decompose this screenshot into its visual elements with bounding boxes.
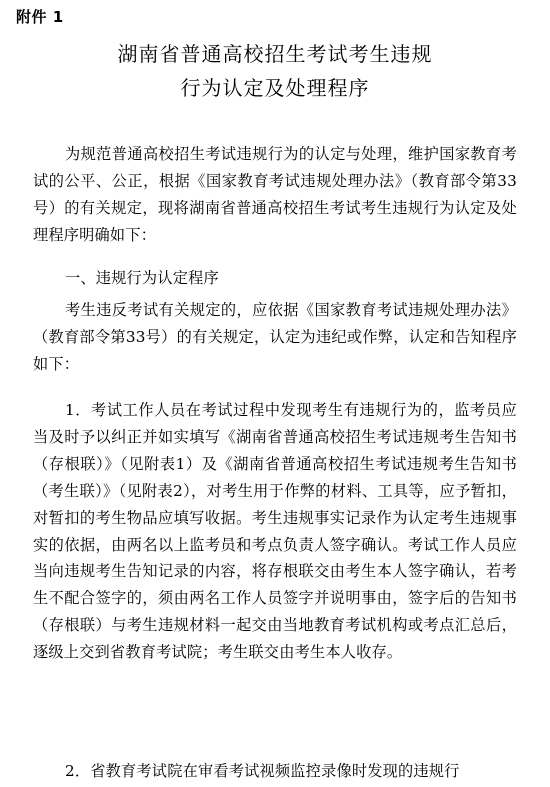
document-title-line-2: 行为认定及处理程序 [180,76,370,100]
item-2-paragraph: 2．省教育考试院在审看考试视频监控录像时发现的违规行 [65,762,460,780]
document-title-line-1: 湖南省普通高校招生考试考生违规 [117,42,433,66]
section-1-intro-paragraph: 考生违反考试有关规定的，应依据《国家教育考试违规处理办法》（教育部令第33号）的有关规定，认定为违纪或作弊，认定和告知程序如下： [33,301,517,373]
intro-paragraph: 为规范普通高校招生考试违规行为的认定与处理，维护国家教育考试的公平、公正，根据《国家教育考试违规处理办法》（教育部令第33号）的有关规定，现将湖南省普通高校招生考试考生违规行为认定及处理程序明确如下： [33,145,517,244]
item-1-paragraph: 1．考试工作人员在考试过程中发现考生有违规行为的，监考员应当及时予以纠正并如实填写《湖南省普通高校招生考试违规考生告知书（存根联）》（见附表1）及《湖南省普通高校招生考试违规考生告知书（考生联）》（见附表2），对考生用于作弊的材料、工具等，应予暂扣，对暂扣的考生物品应填写收据。考生违规事实记录作为认定考生违规事实的依据，由两名以上监考员和考点负责人签字确认。考试工作人员应当向违规考生告知记录的内容，将存根联交由考生本人签字确认，若考生不配合签字的，须由两名工作人员签字并说明事由，签字后的告知书（存根联）与考生违规材料一起交由当地教育考试机构或考点汇总后，逐级上交到省教育考试院；考生联交由考生本人收存。 [33,401,517,662]
attachment-label: 附件 1 [16,8,64,26]
section-1-heading: 一、违规行为认定程序 [65,269,219,287]
